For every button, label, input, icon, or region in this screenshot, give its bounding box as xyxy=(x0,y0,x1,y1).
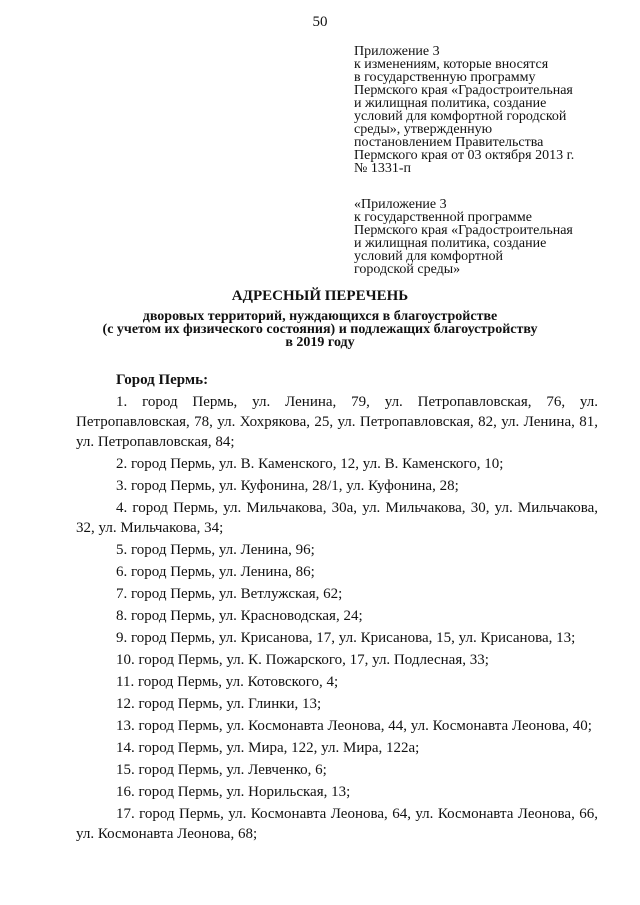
annex-line: в государственную программу xyxy=(354,70,536,85)
annex-line: к изменениям, которые вносятся xyxy=(354,57,549,72)
address-item: 3. город Пермь, ул. Куфонина, 28/1, ул. Куфонина, 28; xyxy=(116,478,459,494)
annex-line: и жилищная политика, создание xyxy=(354,96,547,111)
annex-line: среды», утвержденную xyxy=(354,122,493,137)
address-item: 14. город Пермь, ул. Мира, 122, ул. Мира, 122а; xyxy=(116,740,420,756)
subtitle-line: (с учетом их физического состояния) и подлежащих благоустройству xyxy=(102,322,538,337)
annex-note-program xyxy=(354,198,604,276)
address-item: 4. город Пермь, ул. Мильчакова, 30а, ул. Мильчакова, 30, ул. Мильчакова, 32, ул. Мильчакова, 34; xyxy=(76,500,598,536)
address-item: 7. город Пермь, ул. Ветлужская, 62; xyxy=(116,586,343,602)
document-subtitle xyxy=(0,310,640,349)
address-item: 1. город Пермь, ул. Ленина, 79, ул. Петропавловская, 76, ул. Петропавловская, 78, ул. Хохрякова, 25, ул. Петропавловская, 82, ул. Ленина, 81, ул. Петропавловская, 84; xyxy=(76,394,598,450)
subtitle-line: дворовых территорий, нуждающихся в благоустройстве xyxy=(142,309,498,324)
annex-note-amendments xyxy=(354,45,604,175)
subtitle-line: в 2019 году xyxy=(285,335,355,350)
address-item: 9. город Пермь, ул. Крисанова, 17, ул. Крисанова, 15, ул. Крисанова, 13; xyxy=(116,630,576,646)
address-item: 8. город Пермь, ул. Красноводская, 24; xyxy=(116,608,363,624)
annex-line: к государственной программе xyxy=(354,210,532,225)
address-item: 5. город Пермь, ул. Ленина, 96; xyxy=(116,542,315,558)
address-item: 12. город Пермь, ул. Глинки, 13; xyxy=(116,696,322,712)
address-item: 2. город Пермь, ул. В. Каменского, 12, ул. В. Каменского, 10; xyxy=(116,456,504,472)
document-title: АДРЕСНЫЙ ПЕРЕЧЕНЬ xyxy=(231,288,409,304)
address-list xyxy=(76,392,598,846)
page-number: 50 xyxy=(312,14,328,30)
annex-line: и жилищная политика, создание xyxy=(354,236,547,251)
address-item: 10. город Пермь, ул. К. Пожарского, 17, ул. Подлесная, 33; xyxy=(116,652,489,668)
city-heading: Город Пермь: xyxy=(116,372,209,388)
address-item: 6. город Пермь, ул. Ленина, 86; xyxy=(116,564,315,580)
address-item: 17. город Пермь, ул. Космонавта Леонова, 64, ул. Космонавта Леонова, 66, ул. Космонавта Леонова, 68; xyxy=(76,806,598,842)
address-item: 13. город Пермь, ул. Космонавта Леонова, 44, ул. Космонавта Леонова, 40; xyxy=(116,718,592,734)
annex-line: Пермского края от 03 октября 2013 г. xyxy=(354,148,575,163)
annex-line: постановлением Правительства xyxy=(354,135,544,150)
address-item: 11. город Пермь, ул. Котовского, 4; xyxy=(116,674,339,690)
annex-line: Пермского края «Градостроительная xyxy=(354,83,573,98)
annex-line: № 1331-п xyxy=(354,161,412,176)
annex-line: Пермского края «Градостроительная xyxy=(354,223,573,238)
address-item: 16. город Пермь, ул. Норильская, 13; xyxy=(116,784,351,800)
annex-line: Приложение 3 xyxy=(354,44,440,59)
annex-line: условий для комфортной xyxy=(354,249,504,264)
annex-line: городской среды» xyxy=(354,262,461,277)
address-item: 15. город Пермь, ул. Левченко, 6; xyxy=(116,762,327,778)
annex-line: «Приложение 3 xyxy=(354,197,447,212)
annex-line: условий для комфортной городской xyxy=(354,109,567,124)
